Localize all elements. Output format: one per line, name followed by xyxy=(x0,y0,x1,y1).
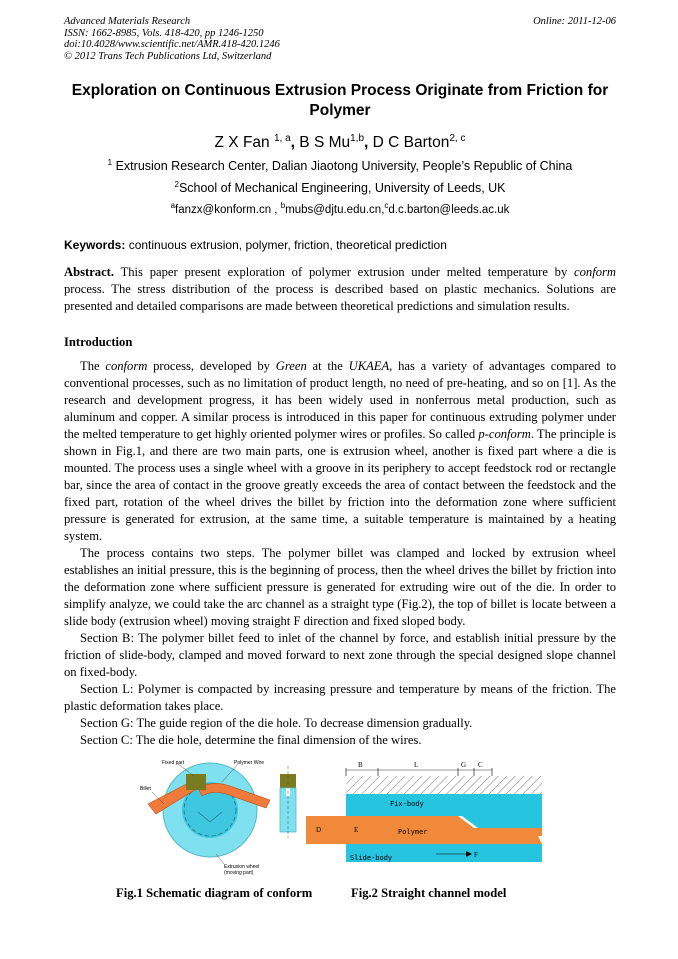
introduction-body xyxy=(64,358,616,749)
keywords-text: continuous extrusion, polymer, friction, theoretical prediction xyxy=(128,238,447,252)
intro-paragraph-2: The process contains two steps. The polymer billet was clamped and locked by extrusion wheel establishes an initial pressure, this is the beginning of process, then the wheel drives the billet by friction into the deformation zone where sufficient pressure is generated for extruding wire out of the die. In order to simplify analyze, we could take the arc channel as a straight type (Fig.2), the top of billet is locate between a slide body (extrusion wheel) moving straight F direction and fixed sloped body. xyxy=(64,546,616,628)
wheel-label-2: (moving part) xyxy=(224,870,254,876)
email-line xyxy=(64,201,616,216)
author-3: D C Barton xyxy=(372,134,450,152)
email-a-sup: a xyxy=(170,201,176,210)
polymer-inlet xyxy=(306,816,346,844)
journal-name: Advanced Materials Research xyxy=(64,16,191,27)
fixed-part-block xyxy=(186,774,206,790)
label-e: E xyxy=(354,826,359,834)
author-2-sup: 1,b xyxy=(350,133,365,144)
p1-text-5: . The principle is shown in Fig.1, and there are two main parts, one is extrusion wheel, another is fixed part where a die is mounted. The process uses a single wheel with a groove in its periphery to accept feedstock rod or rectangle bar, since the area of contact in the groove greatly exceeds the area of contact between the feedstock and the fixed part, rotation of the wheel drives the billet by friction into the deformation zone where sufficient pressure is generated for extrusion, at the same time, a suitable temperature is maintained by a heating system. xyxy=(64,427,616,543)
author-line: Z X Fan $^{1, a}$, B S Mu$^{1,b}$, D C Barton$^{2, c}$ xyxy=(214,133,466,152)
author-1-sup: 1, a xyxy=(273,133,291,144)
p1-text-2: process, developed by xyxy=(147,359,276,373)
p1-em-pconform: p-conform xyxy=(478,427,531,441)
label-d: D xyxy=(316,826,322,834)
figure-1-caption: Fig.1 Schematic diagram of conform xyxy=(116,886,313,900)
label-c: C xyxy=(478,761,483,769)
p1-text-3: at the xyxy=(306,359,349,373)
email-a[interactable]: fanzx@konform.cn , xyxy=(175,203,278,216)
author-3-sup: 2, c xyxy=(449,133,466,144)
label-l: L xyxy=(414,761,419,769)
introduction-heading: Introduction xyxy=(64,335,133,349)
label-f: F xyxy=(474,851,478,859)
affiliation-1-sup: 1 xyxy=(107,158,113,167)
journal-header xyxy=(64,16,616,62)
fix-body-label: Fix-body xyxy=(390,800,424,808)
slide-body-label: Slide-body xyxy=(350,854,393,862)
billet-label: Billet xyxy=(140,786,151,792)
abstract-text-2: process. The stress distribution of the process is described based on plastic mechanics. Solutions are presented and detailed comparisons are made between theoretical predictions and simulation results. xyxy=(64,282,616,313)
abstract-text-1: This paper present exploration of polymer extrusion under melted temperature by xyxy=(120,265,575,279)
author-1: Z X Fan xyxy=(214,134,270,152)
figure-2-channel-model xyxy=(306,756,552,878)
email-b-sup: b xyxy=(280,201,286,210)
affiliation-2-sup: 2 xyxy=(174,180,179,189)
abstract-emphasis: conform xyxy=(574,265,617,279)
intro-paragraph-6: Section C: The die hole, determine the final dimension of the wires. xyxy=(80,733,422,747)
copyright-line: © 2012 Trans Tech Publications Ltd, Switzerland xyxy=(64,50,272,62)
p1-em-ukaea: UKAEA xyxy=(348,359,390,373)
keywords xyxy=(64,238,616,252)
polymer-label: Polymer xyxy=(398,828,428,836)
intro-paragraph-4: Section L: Polymer is compacted by increasing pressure and temperature by means of the friction. The plastic deformation takes place. xyxy=(64,682,616,713)
affiliation-2-text: School of Mechanical Engineering, University of Leeds, UK xyxy=(178,181,506,196)
affiliation-2 xyxy=(64,180,616,195)
figure-2-caption: Fig.2 Straight channel model xyxy=(351,886,507,900)
polymer-wire-label: Polymer Wire xyxy=(234,760,265,766)
wheel-label-1: Extrusion wheel xyxy=(224,864,260,870)
paper-title: Exploration on Continuous Extrusion Process Originate from Friction for Polymer xyxy=(71,82,609,119)
fix-body-hatch xyxy=(346,776,542,794)
p1-em-conform: conform xyxy=(105,359,148,373)
author-2: B S Mu xyxy=(299,134,351,152)
affiliation-1 xyxy=(64,158,616,173)
intro-paragraph-5: Section G: The guide region of the die hole. To decrease dimension gradually. xyxy=(80,716,473,730)
issn-line: ISSN: 1662-8985, Vols. 418-420, pp 1246-1250 xyxy=(64,27,264,39)
email-b[interactable]: mubs@djtu.edu.cn, xyxy=(285,203,385,216)
email-c-sup: c xyxy=(384,201,389,210)
keywords-label: Keywords: xyxy=(64,238,126,252)
abstract-label: Abstract. xyxy=(64,265,115,279)
intro-paragraph-3: Section B: The polymer billet feed to inlet of the channel by force, and establish initial pressure by the friction of slide-body, clamped and moved forward to next zone through the special designed slope channel on fixed-body. xyxy=(64,631,616,679)
figure-1-schematic xyxy=(138,756,318,878)
p1-em-green: Green xyxy=(275,359,307,373)
label-g: G xyxy=(461,761,467,769)
online-date: Online: 2011-12-06 xyxy=(533,16,616,27)
fixed-part-label: Fixed part xyxy=(162,760,185,766)
p1-text-1: The xyxy=(80,359,106,373)
email-c[interactable]: d.c.barton@leeds.ac.uk xyxy=(388,203,510,216)
affiliation-1-text: Extrusion Research Center, Dalian Jiaotong University, People’s Republic of China xyxy=(115,159,573,174)
doi-line: doi:10.4028/www.scientific.net/AMR.418-420.1246 xyxy=(64,39,280,50)
label-b: B xyxy=(358,761,363,769)
p1-text-4: , has a variety of advantages compared to conventional processes, such as no limitation of product length, no need of pre-heating, and so on [1]. As the research and development progress, it has been widely used in nonferrous metal production, such as aluminum and copper. A similar process is introduced in this paper for continuous extruding polymer under the melted temperature to get highly oriented polymer wires or profiles. So called xyxy=(64,359,617,441)
abstract xyxy=(64,264,616,315)
intro-paragraph-1 xyxy=(64,358,616,545)
